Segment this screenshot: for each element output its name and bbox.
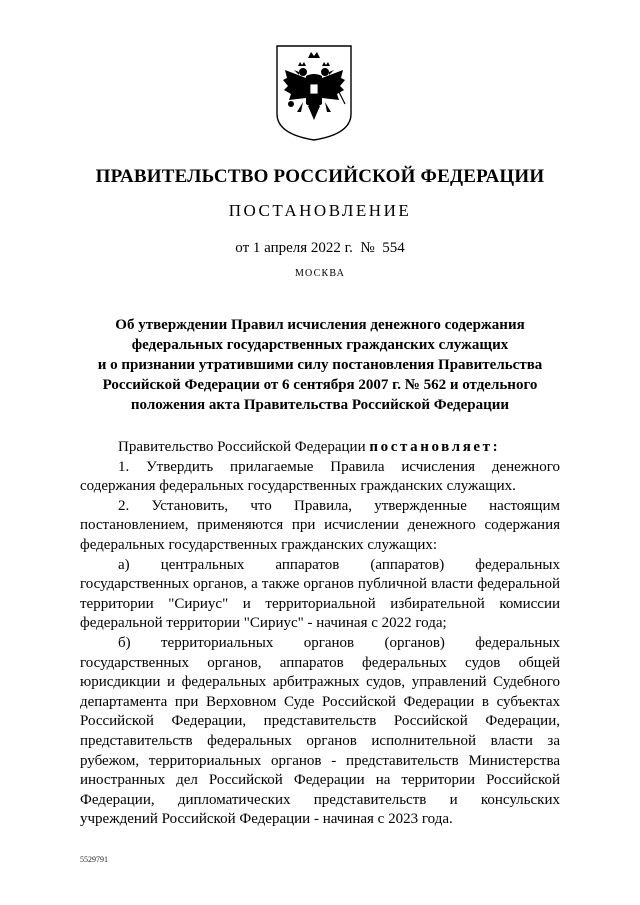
document-city: МОСКВА (294, 268, 346, 279)
preamble-decree-word: постановляет: (369, 439, 501, 455)
document-date-number: от 1 апреля 2022 г. № 554 (235, 240, 405, 256)
paragraph-2b: б) территориальных органов (органов) федеральных государственных органов, аппаратов федеральных судов общей юрисдикции и федеральных арбитражных судов, управлений Судебного департамента при Верховном Суде Российской Федерации в субъектах Российской Федерации, представительств Российской Федерации, представительств федеральных органов исполнительной власти за рубежом, территориальных органов - представительств Министерства иностранных дел Российской Федерации на территории Российской Федерации, дипломатических представительств и консульских учреждений Российской Федерации - начиная с 2023 года. (80, 634, 560, 828)
heading-line: Российской Федерации от 6 сентября 2007 г. № 562 и отдельного (102, 377, 538, 393)
government-title: ПРАВИТЕЛЬСТВО РОССИЙСКОЙ ФЕДЕРАЦИИ (95, 166, 545, 187)
heading-line: Об утверждении Правил исчисления денежного содержания (115, 317, 525, 333)
paragraph-2: 2. Установить, что Правила, утвержденные настоящим постановлением, применяются при исчислении денежного содержания федеральных государственных гражданских служащих: (80, 497, 560, 553)
document-type: ПОСТАНОВЛЕНИЕ (228, 201, 412, 220)
preamble-text: Правительство Российской Федерации (118, 439, 370, 455)
document-body (80, 438, 560, 830)
coat-of-arms-icon (273, 44, 355, 142)
heading-line: и о признании утратившими силу постановления Правительства (97, 357, 543, 373)
heading-line: федеральных государственных гражданских служащих (131, 337, 509, 353)
preamble (80, 438, 560, 458)
paragraph-1: 1. Утвердить прилагаемые Правила исчисления денежного содержания федеральных государственных гражданских служащих. (80, 458, 560, 495)
document-code: 5529791 (80, 855, 108, 864)
heading-line: положения акта Правительства Российской Федерации (130, 397, 510, 413)
document-heading (80, 315, 560, 415)
paragraph-2a: а) центральных аппаратов (аппаратов) федеральных государственных органов, а также органов публичной власти федеральной территории "Сириус" и территориальной избирательной комиссии федеральной территории "Сириус" - начиная с 2022 года; (80, 556, 560, 632)
